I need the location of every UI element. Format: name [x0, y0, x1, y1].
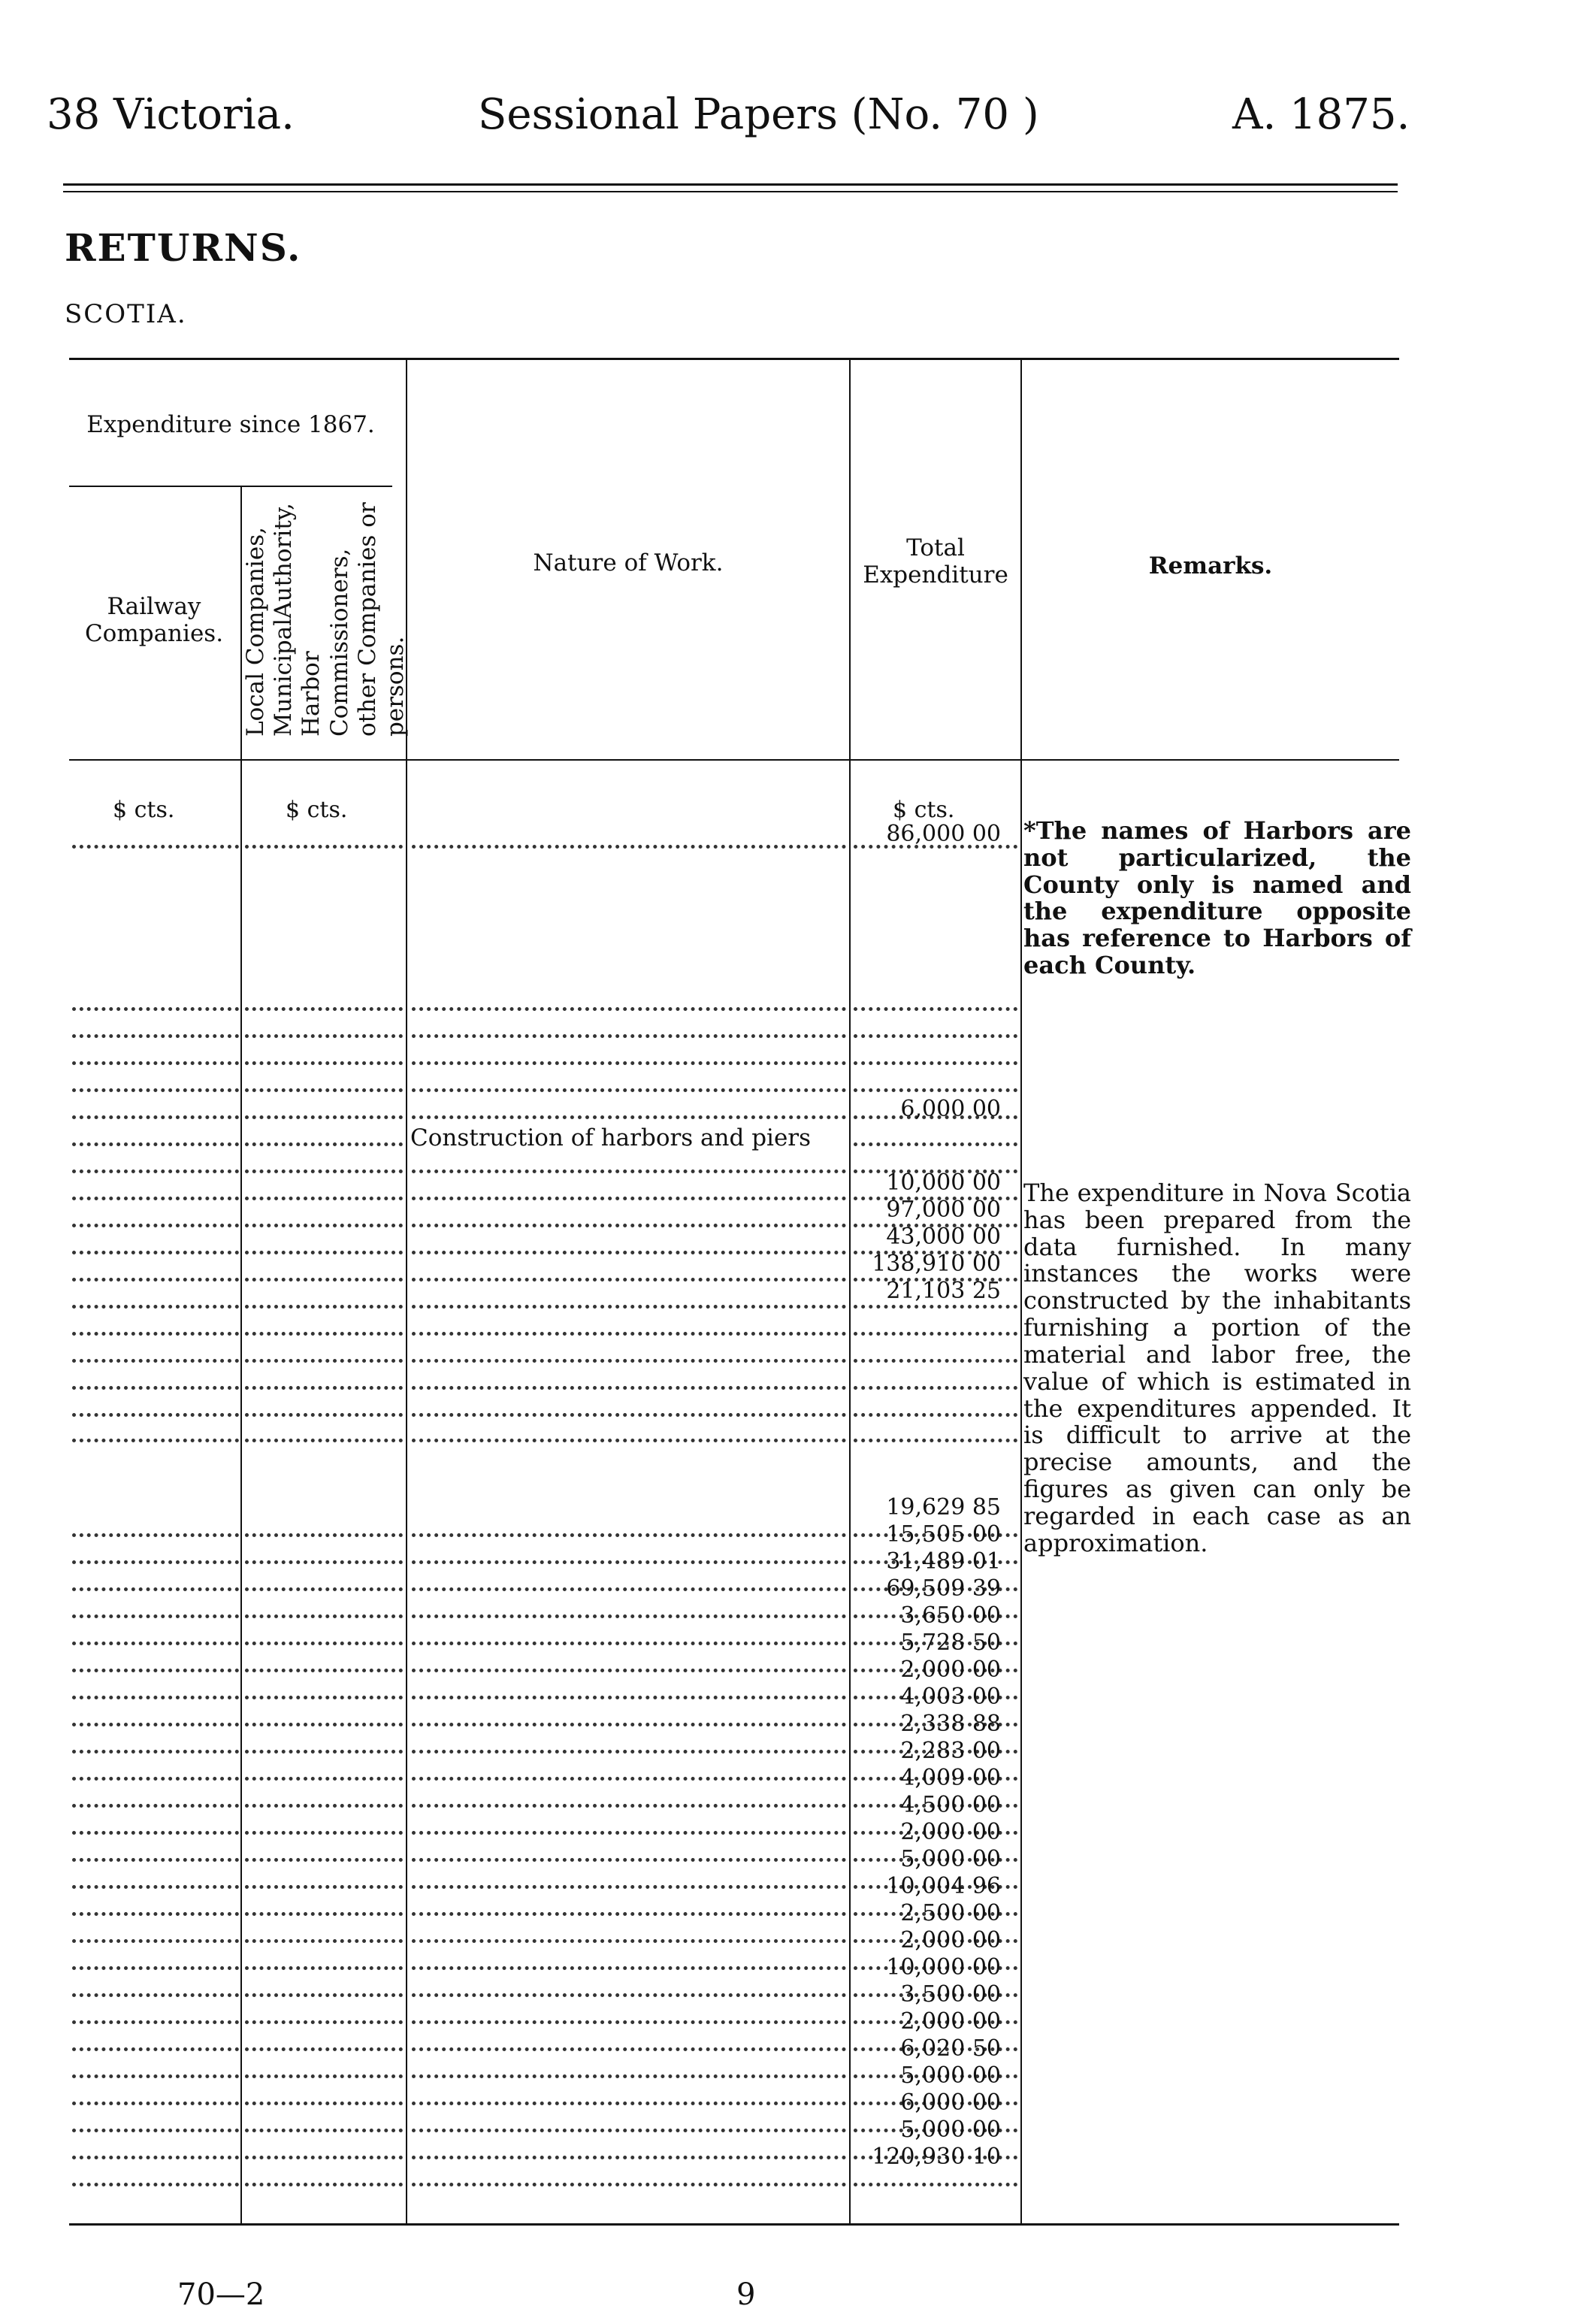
header-rule [63, 183, 1398, 186]
dotted-leader [854, 1317, 1017, 1336]
dotted-leader [72, 1182, 239, 1200]
amount-cell: 97,000 00 [886, 1197, 1001, 1223]
header-right: A. 1875. [1232, 90, 1410, 139]
dotted-leader [854, 1046, 1017, 1065]
amount-cell: 138,910 00 [872, 1251, 1001, 1277]
dotted-leader [245, 2032, 403, 2051]
dotted-leader [412, 1236, 846, 1254]
dotted-leader [412, 1897, 846, 1916]
amount-cell: 2,000 00 [900, 1927, 1001, 1953]
dotted-leader [245, 1424, 403, 1442]
amount-cell: 4,009 00 [900, 1765, 1001, 1791]
dotted-leader [245, 1924, 403, 1943]
dotted-leader [72, 2032, 239, 2051]
dotted-leader [412, 1816, 846, 1835]
dotted-leader [412, 1762, 846, 1781]
dotted-leader [412, 2114, 846, 2132]
dotted-leader [412, 1654, 846, 1672]
amount-cell: 2,000 00 [900, 1657, 1001, 1683]
section-subtitle: SCOTIA. [65, 299, 187, 329]
dotted-leader [854, 1371, 1017, 1390]
dotted-leader [72, 1870, 239, 1889]
dotted-leader [854, 1127, 1017, 1146]
col-group-header: Expenditure since 1867. [86, 411, 375, 438]
dotted-leader [412, 1290, 846, 1309]
dotted-leader [245, 1209, 403, 1227]
amount-cell: 69,509 39 [886, 1575, 1001, 1602]
col-header-total: Total Expenditure [863, 534, 1008, 589]
amount-cell: 3,500 00 [900, 1981, 1001, 2008]
dotted-leader [72, 1424, 239, 1442]
dotted-leader [412, 1681, 846, 1699]
amount-cell: 2,500 00 [900, 1900, 1001, 1926]
dotted-leader [72, 992, 239, 1011]
dotted-leader [72, 1816, 239, 1835]
col-header-remarks: Remarks. [1148, 552, 1273, 579]
header-center: Sessional Papers (No. 70 ) [478, 90, 1039, 139]
dotted-leader [412, 830, 846, 849]
dotted-leader [72, 1236, 239, 1254]
dotted-leader [854, 1019, 1017, 1038]
amount-cell: 6,000 00 [900, 1096, 1001, 1122]
dotted-leader [72, 2141, 239, 2159]
dotted-leader [245, 1046, 403, 1065]
table-header-rule [69, 759, 1399, 761]
dotted-leader [72, 1398, 239, 1417]
dotted-leader [245, 2141, 403, 2159]
dotted-leader [245, 1843, 403, 1862]
amount-cell: 5,000 00 [900, 2117, 1001, 2143]
dotted-leader [72, 2059, 239, 2078]
dotted-leader [854, 1398, 1017, 1417]
col-divider-total [1020, 359, 1022, 2223]
dotted-leader [412, 1572, 846, 1591]
dotted-leader [72, 1209, 239, 1227]
dotted-leader [245, 1897, 403, 1916]
dotted-leader [72, 1100, 239, 1119]
dotted-leader [72, 1843, 239, 1862]
dotted-leader [72, 1708, 239, 1726]
amount-cell: 10,000 00 [886, 1170, 1001, 1196]
dotted-leader [245, 1789, 403, 1808]
dotted-leader [72, 1789, 239, 1808]
units-railway: $ cts. [113, 797, 175, 823]
dotted-leader [245, 1127, 403, 1146]
dotted-leader [72, 2005, 239, 2024]
dotted-leader [245, 1398, 403, 1417]
dotted-leader [245, 2005, 403, 2024]
dotted-leader [72, 2114, 239, 2132]
dotted-leader [72, 1046, 239, 1065]
dotted-leader [412, 1424, 846, 1442]
amount-cell: 5,000 00 [900, 1846, 1001, 1872]
dotted-leader [412, 1344, 846, 1363]
dotted-leader [245, 1518, 403, 1537]
dotted-leader [412, 1100, 846, 1119]
amount-cell: 2,283 00 [900, 1738, 1001, 1764]
header-rule-2 [63, 191, 1398, 192]
dotted-leader [412, 1545, 846, 1564]
dotted-leader [245, 1019, 403, 1038]
dotted-leader [72, 1127, 239, 1146]
amount-cell: 5,000 00 [900, 2062, 1001, 2089]
dotted-leader [412, 1599, 846, 1618]
amount-cell: 2,000 00 [900, 1819, 1001, 1845]
dotted-leader [245, 1762, 403, 1781]
remarks-nova-scotia-note: The expenditure in Nova Scotia has been prepared from the data furnished. In many instances the works were constructed by the inhabitants furnishing a portion of the material and labor free, the value of which is estimated in the expenditures appended. It is difficult to arrive at the precise amounts, and the figures as given can only be regarded in each case as an approximation. [1023, 1179, 1411, 1557]
col-header-local: Local Companies, MunicipalAuthority, Harbor Commissioners, other Companies or persons. [242, 502, 409, 737]
dotted-leader [412, 1708, 846, 1726]
dotted-leader [412, 1626, 846, 1645]
dotted-leader [72, 830, 239, 849]
col-divider-railway [240, 487, 242, 2223]
dotted-leader [245, 1951, 403, 1970]
dotted-leader [854, 1073, 1017, 1092]
dotted-leader [72, 2168, 239, 2186]
dotted-leader [412, 2086, 846, 2105]
dotted-leader [412, 1789, 846, 1808]
amount-cell: 2,338 88 [900, 1711, 1001, 1737]
amount-cell: 5,728 50 [900, 1630, 1001, 1656]
dotted-leader [72, 1344, 239, 1363]
dotted-leader [412, 1870, 846, 1889]
dotted-leader [245, 1599, 403, 1618]
table-bottom-rule [69, 2223, 1399, 2226]
dotted-leader [245, 992, 403, 1011]
dotted-leader [412, 1735, 846, 1754]
section-title: RETURNS. [65, 225, 302, 270]
dotted-leader [245, 1572, 403, 1591]
units-total: $ cts. [893, 797, 955, 823]
dotted-leader [72, 1572, 239, 1591]
amount-cell: 6,000 00 [900, 2089, 1001, 2116]
dotted-leader [72, 1518, 239, 1537]
dotted-leader [412, 1398, 846, 1417]
dotted-leader [245, 1073, 403, 1092]
dotted-leader [72, 1924, 239, 1943]
dotted-leader [245, 1344, 403, 1363]
dotted-leader [72, 1897, 239, 1916]
footer-page-number: 9 [736, 2277, 756, 2312]
dotted-leader [245, 1816, 403, 1835]
dotted-leader [412, 1843, 846, 1862]
dotted-leader [412, 1182, 846, 1200]
dotted-leader [854, 992, 1017, 1011]
amount-cell: 19,629 85 [886, 1494, 1001, 1521]
dotted-leader [72, 1626, 239, 1645]
dotted-leader [245, 1681, 403, 1699]
dotted-leader [245, 1708, 403, 1726]
dotted-leader [245, 1317, 403, 1336]
dotted-leader [245, 1371, 403, 1390]
dotted-leader [72, 1073, 239, 1092]
dotted-leader [412, 1518, 846, 1537]
dotted-leader [412, 1209, 846, 1227]
dotted-leader [245, 2086, 403, 2105]
dotted-leader [412, 2059, 846, 2078]
remarks-harbors-note: *The names of Harbors are not particularized, the County only is named and the expenditure opposite has reference to Harbors of each County. [1023, 816, 1411, 980]
dotted-leader [72, 1654, 239, 1672]
dotted-leader [245, 1978, 403, 1997]
dotted-leader [412, 1924, 846, 1943]
dotted-leader [412, 2141, 846, 2159]
amount-cell: 4,003 00 [900, 1684, 1001, 1710]
dotted-leader [72, 1019, 239, 1038]
dotted-leader [72, 1735, 239, 1754]
amount-cell: 120,930 10 [872, 2144, 1001, 2170]
footer-left: 70—2 [177, 2277, 265, 2312]
dotted-leader [245, 1263, 403, 1282]
dotted-leader [72, 1978, 239, 1997]
dotted-leader [245, 1236, 403, 1254]
dotted-leader [412, 992, 846, 1011]
dotted-leader [72, 2086, 239, 2105]
dotted-leader [245, 2168, 403, 2186]
dotted-leader [72, 1290, 239, 1309]
dotted-leader [245, 1870, 403, 1889]
dotted-leader [245, 1290, 403, 1309]
dotted-leader [72, 1951, 239, 1970]
dotted-leader [72, 1762, 239, 1781]
amount-cell: 15,505 00 [886, 1521, 1001, 1548]
amount-cell: 10,004 96 [886, 1873, 1001, 1899]
dotted-leader [412, 1263, 846, 1282]
amount-cell: 21,103 25 [886, 1278, 1001, 1304]
dotted-leader [245, 830, 403, 849]
dotted-leader [72, 1371, 239, 1390]
col-header-nature: Nature of Work. [533, 549, 724, 576]
dotted-leader [245, 1154, 403, 1173]
dotted-leader [412, 1046, 846, 1065]
dotted-leader [72, 1599, 239, 1618]
dotted-leader [412, 1073, 846, 1092]
dotted-leader [854, 1344, 1017, 1363]
amount-cell: 31,489 01 [886, 1548, 1001, 1575]
table-top-rule [69, 358, 1399, 360]
dotted-leader [412, 1317, 846, 1336]
dotted-leader [412, 1019, 846, 1038]
amount-cell: 86,000 00 [886, 821, 1001, 847]
dotted-leader [854, 1424, 1017, 1442]
dotted-leader [245, 2114, 403, 2132]
dotted-leader [72, 1545, 239, 1564]
amount-cell: 3,650 00 [900, 1602, 1001, 1629]
dotted-leader [72, 1154, 239, 1173]
dotted-leader [412, 1978, 846, 1997]
header-left: 38 Victoria. [47, 90, 295, 139]
dotted-leader [245, 1626, 403, 1645]
dotted-leader [412, 2032, 846, 2051]
dotted-leader [245, 1545, 403, 1564]
dotted-leader [72, 1317, 239, 1336]
units-local: $ cts. [286, 797, 348, 823]
col-header-railway: Railway Companies. [84, 593, 224, 647]
amount-cell: 43,000 00 [886, 1224, 1001, 1250]
dotted-leader [412, 1951, 846, 1970]
dotted-leader [412, 2168, 846, 2186]
amount-cell: 4,500 00 [900, 1792, 1001, 1818]
dotted-leader [72, 1681, 239, 1699]
dotted-leader [245, 1654, 403, 1672]
nature-of-work-entry: Construction of harbors and piers [410, 1124, 846, 1151]
dotted-leader [412, 2005, 846, 2024]
amount-cell: 10,000 00 [886, 1954, 1001, 1981]
dotted-leader [245, 1735, 403, 1754]
dotted-leader [412, 1154, 846, 1173]
dotted-leader [72, 1263, 239, 1282]
dotted-leader [412, 1371, 846, 1390]
dotted-leader [245, 2059, 403, 2078]
amount-cell: 2,000 00 [900, 2008, 1001, 2035]
amount-cell: 6,020 50 [900, 2035, 1001, 2062]
dotted-leader [245, 1182, 403, 1200]
dotted-leader [245, 1100, 403, 1119]
